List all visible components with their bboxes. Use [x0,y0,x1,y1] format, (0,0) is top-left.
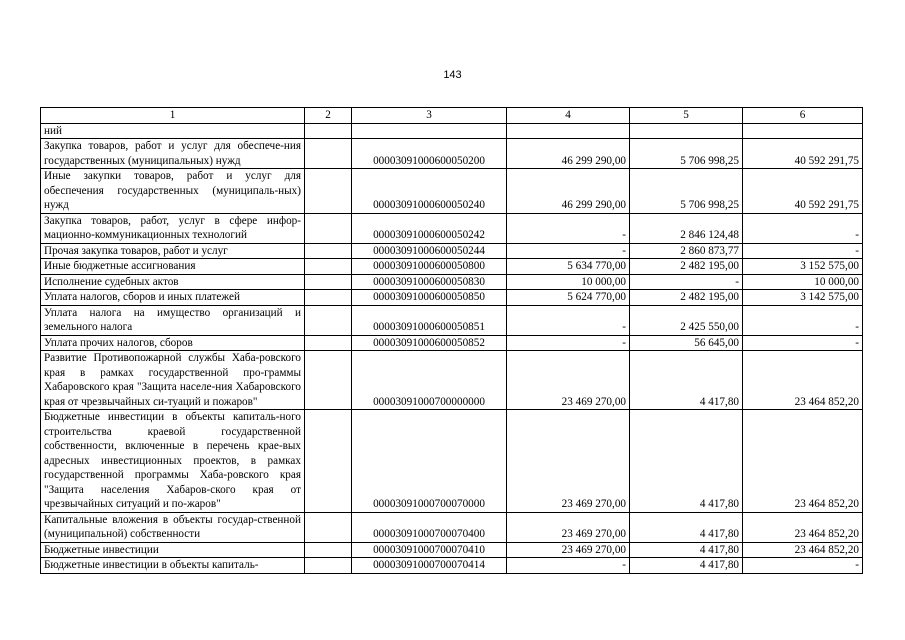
cell-code: 00003091000700070410 [352,542,507,558]
cell-value-5: 4 417,80 [630,542,743,558]
cell-name: Иные бюджетные ассигнования [41,259,305,275]
cell-value-6: 3 142 575,00 [743,290,863,306]
cell-name: Уплата налога на имущество организаций и земельного налога [41,305,305,335]
cell-value-4: 5 634 770,00 [507,259,630,275]
table-row [41,139,863,169]
column-header-5: 5 [630,108,743,124]
cell-value-6: - [743,335,863,351]
cell-value-6: 40 592 291,75 [743,139,863,169]
header-row [41,108,863,124]
cell-value-6: 23 464 852,20 [743,410,863,513]
cell-value-5: 4 417,80 [630,351,743,410]
cell-name: Уплата прочих налогов, сборов [41,335,305,351]
cell-col2 [305,558,352,574]
cell-code: 00003091000700000000 [352,351,507,410]
cell-col2 [305,290,352,306]
cell-value-5: 4 417,80 [630,512,743,542]
cell-value-4: - [507,213,630,243]
table-row [41,259,863,275]
cell-name: Капитальные вложения в объекты государ-ственной (муниципальной) собственности [41,512,305,542]
cell-value-5: - [630,274,743,290]
cell-value-5 [630,123,743,139]
cell-value-4: 23 469 270,00 [507,351,630,410]
cell-value-5: 56 645,00 [630,335,743,351]
cell-code: 00003091000600050830 [352,274,507,290]
cell-name: Бюджетные инвестиции в объекты капиталь- [41,558,305,574]
cell-value-5: 2 482 195,00 [630,290,743,306]
cell-col2 [305,243,352,259]
cell-value-5: 5 706 998,25 [630,169,743,214]
cell-value-4: 23 469 270,00 [507,512,630,542]
cell-name: Закупка товаров, работ, услуг в сфере инфор-мационно-коммуникационных технологий [41,213,305,243]
column-header-6: 6 [743,108,863,124]
table-row [41,351,863,410]
cell-value-5: 4 417,80 [630,558,743,574]
cell-value-4: 46 299 290,00 [507,169,630,214]
cell-name: Закупка товаров, работ и услуг для обеспече-ния государственных (муниципальных) нужд [41,139,305,169]
cell-value-5: 2 425 550,00 [630,305,743,335]
cell-col2 [305,410,352,513]
cell-value-4: - [507,558,630,574]
cell-col2 [305,351,352,410]
cell-col2 [305,305,352,335]
cell-name: Развитие Противопожарной службы Хаба-ровского края в рамках государственной про-граммы Хабаровского края "Защита населе-ния Хабаровского края от чрезвычайных си-туаций и пожаров" [41,351,305,410]
cell-name: Уплата налогов, сборов и иных платежей [41,290,305,306]
page-number: 143 [443,69,462,81]
cell-name: Бюджетные инвестиции [41,542,305,558]
table-row [41,558,863,574]
table-row [41,512,863,542]
cell-value-6: 23 464 852,20 [743,542,863,558]
column-header-2: 2 [305,108,352,124]
cell-code: 00003091000700070400 [352,512,507,542]
cell-name: Исполнение судебных актов [41,274,305,290]
cell-col2 [305,259,352,275]
table-row [41,290,863,306]
cell-col2 [305,274,352,290]
cell-col2 [305,512,352,542]
cell-value-4: - [507,335,630,351]
cell-name: Прочая закупка товаров, работ и услуг [41,243,305,259]
table-row [41,169,863,214]
cell-value-4: - [507,305,630,335]
cell-name: Бюджетные инвестиции в объекты капиталь-ного строительства краевой государственной собственности, включенные в перечень крае-вых адресных инвестиционных проектов, в рамках государственной программы Хаба-ровского края "Защита населения Хабаров-ского края от чрезвычайных ситуаций и по-жаров" [41,410,305,513]
cell-value-4: 23 469 270,00 [507,542,630,558]
cell-code: 00003091000600050242 [352,213,507,243]
cell-value-6: - [743,243,863,259]
cell-value-4 [507,123,630,139]
cell-code: 00003091000600050240 [352,169,507,214]
cell-code: 00003091000600050850 [352,290,507,306]
cell-value-4: 10 000,00 [507,274,630,290]
cell-value-6: - [743,558,863,574]
cell-col2 [305,139,352,169]
table-row [41,123,863,139]
cell-code: 00003091000700070000 [352,410,507,513]
cell-name: ний [41,123,305,139]
cell-value-6: 10 000,00 [743,274,863,290]
table-row [41,274,863,290]
column-header-1: 1 [41,108,305,124]
cell-value-6 [743,123,863,139]
table-row [41,410,863,513]
cell-code: 00003091000600050200 [352,139,507,169]
cell-col2 [305,169,352,214]
table-row [41,335,863,351]
cell-value-4: 46 299 290,00 [507,139,630,169]
cell-code: 00003091000600050244 [352,243,507,259]
cell-col2 [305,213,352,243]
cell-value-5: 2 846 124,48 [630,213,743,243]
budget-table [40,107,863,574]
cell-value-6: 23 464 852,20 [743,512,863,542]
cell-value-4: 5 624 770,00 [507,290,630,306]
cell-value-6: 3 152 575,00 [743,259,863,275]
cell-value-5: 2 482 195,00 [630,259,743,275]
column-header-4: 4 [507,108,630,124]
cell-col2 [305,335,352,351]
cell-value-6: - [743,305,863,335]
cell-code: 00003091000600050800 [352,259,507,275]
cell-code [352,123,507,139]
cell-code: 00003091000600050852 [352,335,507,351]
table-row [41,305,863,335]
cell-value-5: 4 417,80 [630,410,743,513]
cell-name: Иные закупки товаров, работ и услуг для обеспечения государственных (муниципаль-ных) нужд [41,169,305,214]
cell-col2 [305,542,352,558]
cell-code: 00003091000600050851 [352,305,507,335]
table-row [41,243,863,259]
cell-value-5: 5 706 998,25 [630,139,743,169]
cell-value-6: 23 464 852,20 [743,351,863,410]
cell-col2 [305,123,352,139]
cell-value-6: - [743,213,863,243]
cell-code: 00003091000700070414 [352,558,507,574]
cell-value-4: 23 469 270,00 [507,410,630,513]
cell-value-4: - [507,243,630,259]
cell-value-5: 2 860 873,77 [630,243,743,259]
table-row [41,213,863,243]
cell-value-6: 40 592 291,75 [743,169,863,214]
table-row [41,542,863,558]
column-header-3: 3 [352,108,507,124]
